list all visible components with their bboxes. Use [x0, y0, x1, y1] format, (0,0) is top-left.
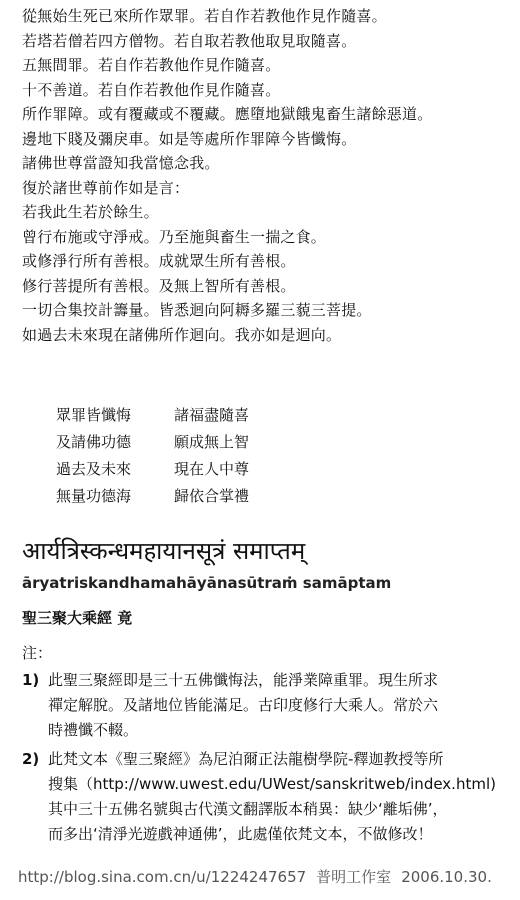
note-item [22, 747, 502, 847]
note-item [22, 668, 502, 743]
text-line: 五無間罪。若自作若教他作見作隨喜。 [22, 56, 281, 74]
verse-row [56, 429, 249, 456]
verse-row [56, 456, 249, 483]
notes-list [22, 668, 502, 851]
text-line: 若塔若僧若四方僧物。若自取若教他取見取隨喜。 [22, 31, 357, 50]
text-line: 一切合集挍計籌量。皆悉迴向阿耨多羅三藐三菩提。 [22, 301, 372, 319]
note-line: 而多出‘清淨光遊戲神通佛’，此處僅依梵文本，不做修改！ [48, 825, 433, 843]
note-number: 2) [22, 750, 40, 768]
verse-left: 過去及未來 [56, 460, 132, 478]
sanskrit-title: आर्यत्रिस्कन्धमहायानसूत्रं समाप्तम् [22, 537, 306, 565]
chinese-title: 聖三聚大乘經 竟 [22, 609, 133, 627]
note-line: 此梵文本《聖三聚經》為尼泊爾正法龍樹學院-釋迦教授等所 [48, 750, 444, 768]
text-line: 復於諸世尊前作如是言： [22, 178, 190, 197]
verse-row [56, 402, 249, 429]
note-number: 1) [22, 671, 40, 689]
verse-left: 眾罪皆懺悔 [56, 406, 132, 424]
text-line: 曾行布施或守淨戒。乃至施與畜生一揣之食。 [22, 227, 327, 246]
verse-left: 無量功德海 [56, 487, 132, 505]
footer-signature: 普明工作室 [316, 868, 392, 886]
text-line: 所作罪障。或有覆藏或不覆藏。應墮地獄餓鬼畜生諸餘惡道。 [22, 105, 433, 123]
verse-block [56, 402, 249, 510]
notes-label: 注： [22, 644, 53, 662]
note-line: 搜集（http://www.uwest.edu/UWest/sanskritweb/index.html) [48, 775, 496, 793]
note-line: 此聖三聚經即是三十五佛懺悔法，能淨業障重罪。現生所求 [48, 671, 439, 689]
footer-date: 2006.10.30. [401, 868, 492, 886]
iast-title: āryatriskandhamahāyānasūtraṁ samāptam [22, 574, 392, 592]
verse-right: 歸依合掌禮 [174, 487, 250, 505]
verse-row [56, 483, 249, 510]
note-line: 禪定解脫。及諸地位皆能滿足。古印度修行大乘人。常於六 [48, 696, 439, 714]
verse-right: 現在人中尊 [174, 460, 250, 478]
text-line: 邊地下賤及彌戾車。如是等處所作罪障今皆懺悔。 [22, 129, 357, 148]
verse-left: 及請佛功德 [56, 433, 132, 451]
text-line: 諸佛世尊當證知我當憶念我。 [22, 154, 220, 172]
text-line: 或修淨行所有善根。成就眾生所有善根。 [22, 252, 296, 270]
text-line: 十不善道。若自作若教他作見作隨喜。 [22, 80, 281, 99]
note-line: 時禮懺不輟。 [48, 721, 139, 739]
text-line: 如過去未來現在諸佛所作迴向。我亦如是迴向。 [22, 325, 342, 344]
note-line: 其中三十五佛名號與古代漢文翻譯版本稍異：缺少‘離垢佛’， [48, 800, 448, 818]
verse-right: 願成無上智 [174, 433, 250, 451]
text-line: 修行菩提所有善根。及無上智所有善根。 [22, 276, 296, 295]
sutra-text [22, 4, 512, 347]
footer-url: http://blog.sina.com.cn/u/1224247657 [18, 868, 307, 886]
footer-watermark [18, 866, 492, 887]
text-line: 從無始生死已來所作眾罪。若自作若教他作見作隨喜。 [22, 7, 387, 25]
verse-right: 諸福盡隨喜 [174, 406, 250, 424]
text-line: 若我此生若於餘生。 [22, 203, 159, 221]
